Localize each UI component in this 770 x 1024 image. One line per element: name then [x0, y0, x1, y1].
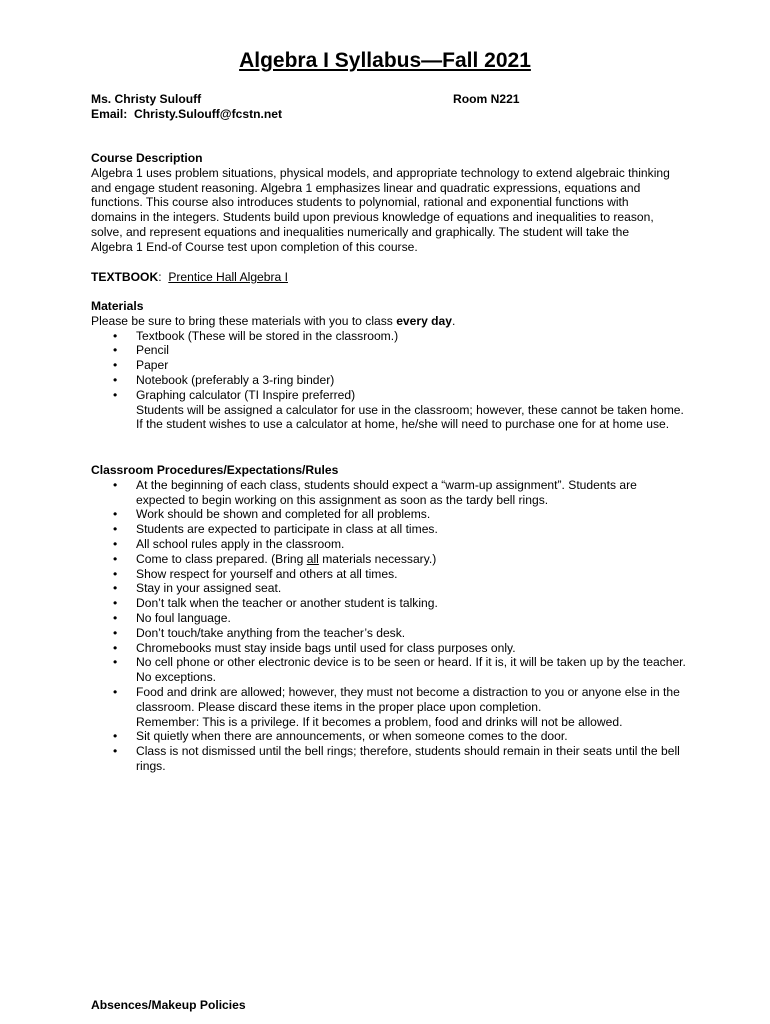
list-item-text: Show respect for yourself and others at all times. [136, 566, 398, 581]
bullet-icon: • [113, 566, 118, 581]
list-item [91, 655, 686, 685]
materials-intro-text: Please be sure to bring these materials with you to class [91, 313, 397, 328]
email-address: Christy.Sulouff@fcstn.net [134, 107, 282, 121]
absences-section [91, 998, 671, 1013]
bullet-icon: • [113, 581, 118, 596]
list-item-text: Chromebooks must stay inside bags until used for class purposes only. [136, 640, 516, 655]
bullet-icon: • [113, 640, 118, 655]
absences-heading: Absences/Makeup Policies [91, 998, 246, 1012]
list-item [91, 552, 686, 567]
list-item-text: Notebook (preferably a 3-ring binder) [136, 372, 335, 387]
bullet-icon: • [113, 477, 118, 492]
all-emphasis: all [306, 551, 319, 566]
procedures-list [91, 477, 686, 774]
list-item [91, 358, 686, 373]
procedures-heading: Classroom Procedures/Expectations/Rules [91, 463, 339, 477]
materials-intro-emphasis: every day [396, 313, 452, 328]
list-item-text: No cell phone or other electronic device is to be seen or heard. If it is, it will be taken up by the teacher. No exceptions. [136, 655, 686, 685]
course-description-heading: Course Description [91, 151, 203, 165]
list-item-text: Paper [136, 358, 169, 373]
bullet-icon: • [113, 610, 118, 625]
list-item [91, 329, 686, 344]
bullet-icon: • [113, 343, 118, 358]
bullet-icon: • [113, 551, 118, 566]
bullet-icon: • [113, 625, 118, 640]
bullet-icon: • [113, 387, 118, 402]
list-item-text: Students are expected to participate in class at all times. [136, 522, 438, 537]
list-item-text: Don’t touch/take anything from the teacher’s desk. [136, 625, 406, 640]
page-title: Algebra I Syllabus—Fall 2021 [239, 49, 531, 72]
materials-list [91, 328, 684, 433]
list-item [91, 596, 686, 611]
bullet-icon: • [113, 372, 118, 387]
list-item-text-end: materials necessary.) [318, 551, 437, 566]
list-item [91, 537, 686, 552]
list-item-text: Sit quietly when there are announcements, or when someone comes to the door. [136, 729, 568, 744]
list-item [91, 388, 686, 432]
list-item-text: Work should be shown and completed for all problems. [136, 507, 431, 522]
teacher-name: Ms. Christy Sulouff [91, 92, 202, 106]
list-item-text: Textbook (These will be stored in the classroom.) [136, 328, 399, 343]
list-item-text: Class is not dismissed until the bell rings; therefore, students should remain in their seats until the bell rings. [136, 744, 680, 773]
list-item-text: Graphing calculator (TI Inspire preferred) [136, 387, 356, 402]
list-item [91, 611, 686, 626]
list-item [91, 567, 686, 582]
textbook-section [91, 270, 671, 285]
bullet-icon: • [113, 507, 118, 522]
textbook-label: TEXTBOOK [91, 270, 159, 284]
list-item-text: Come to class prepared. (Bring [136, 551, 307, 566]
bullet-icon: • [113, 536, 118, 551]
bullet-icon: • [113, 655, 118, 670]
list-item [91, 626, 686, 641]
list-item-text: Stay in your assigned seat. [136, 581, 282, 596]
list-item [91, 343, 686, 358]
course-description-section [91, 151, 671, 255]
bullet-icon: • [113, 358, 118, 373]
list-item [91, 373, 686, 388]
email-label: Email: [91, 107, 128, 121]
bullet-icon: • [113, 684, 118, 699]
list-item-text: All school rules apply in the classroom. [136, 536, 345, 551]
room-number: Room N221 [453, 92, 520, 106]
bullet-icon: • [113, 328, 118, 343]
email-line [91, 107, 282, 122]
materials-section [91, 299, 684, 432]
list-item-text: Pencil [136, 343, 169, 358]
list-item [91, 641, 686, 656]
list-item [91, 478, 686, 508]
calculator-note: Students will be assigned a calculator for use in the classroom; however, these cannot be taken home. If the student wishes to use a calculator at home, he/she will need to purchase one for at home use. [136, 402, 684, 432]
list-item [91, 522, 686, 537]
course-description-text: Algebra 1 uses problem situations, physical models, and appropriate technology to extend algebraic thinking and engage student reasoning. Algebra 1 emphasizes linear and quadratic expressions, equations and functions. This course also introduces students to polynomial, rational and exponential functions with domains in the integers. Students build upon previous knowledge of equations and inequalities to reason, solve, and represent equations and inequalities numerically and graphically. The student will take the Algebra 1 End-of Course test upon completion of this course. [91, 165, 670, 254]
food-reminder: Remember: This is a privilege. If it becomes a problem, food and drinks will not be allowed. [136, 714, 623, 729]
list-item-text: Don’t talk when the teacher or another student is talking. [136, 596, 438, 611]
textbook-title: Prentice Hall Algebra I [168, 270, 288, 284]
list-item-text: No foul language. [136, 610, 231, 625]
procedures-section [91, 463, 686, 774]
bullet-icon: • [113, 729, 118, 744]
bullet-icon: • [113, 744, 118, 759]
bullet-icon: • [113, 596, 118, 611]
list-item [91, 581, 686, 596]
list-item-text: Food and drink are allowed; however, they must not become a distraction to you or anyone else in the classroom. Please discard these items in the proper place upon completion. [136, 684, 680, 714]
list-item [91, 729, 686, 744]
materials-heading: Materials [91, 299, 144, 313]
bullet-icon: • [113, 522, 118, 537]
list-item-text: At the beginning of each class, students should expect a “warm-up assignment”. Students are expected to begin working on this assignment as soon as the tardy bell rings. [136, 477, 637, 507]
list-item [91, 507, 686, 522]
materials-intro [91, 314, 671, 329]
textbook-colon: : [158, 270, 162, 284]
list-item [91, 685, 686, 729]
materials-intro-period: . [452, 313, 456, 328]
list-item [91, 744, 686, 774]
